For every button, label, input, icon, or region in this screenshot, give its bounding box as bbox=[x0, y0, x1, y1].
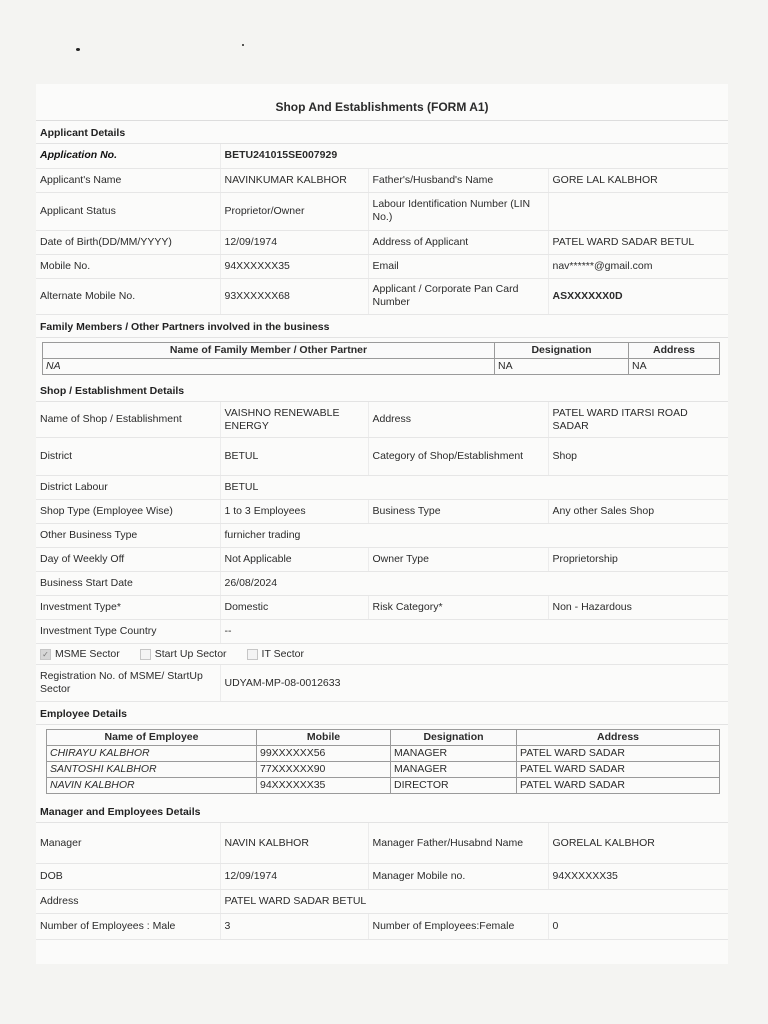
alt-mobile-label: Alternate Mobile No. bbox=[36, 278, 220, 314]
employee-address: PATEL WARD SADAR bbox=[517, 778, 720, 794]
registration-value: UDYAM-MP-08-0012633 bbox=[220, 665, 728, 701]
district-label: District bbox=[36, 438, 220, 476]
employee-header-address: Address bbox=[517, 729, 720, 745]
investment-type-label: Investment Type* bbox=[36, 596, 220, 620]
application-no-value: BETU241015SE007929 bbox=[220, 144, 728, 168]
start-date-value: 26/08/2024 bbox=[220, 572, 728, 596]
msme-sector-checkbox[interactable] bbox=[40, 649, 51, 660]
applicant-address-value: PATEL WARD SADAR BETUL bbox=[548, 230, 728, 254]
investment-type-value: Domestic bbox=[220, 596, 368, 620]
employee-mobile: 77XXXXXX90 bbox=[257, 762, 391, 778]
startup-sector-checkbox[interactable] bbox=[140, 649, 151, 660]
manager-father-label: Manager Father/Husabnd Name bbox=[368, 823, 548, 863]
employee-designation: MANAGER bbox=[391, 745, 517, 761]
family-members-table bbox=[42, 342, 720, 375]
employee-details-table bbox=[46, 729, 720, 795]
registration-label: Registration No. of MSME/ StartUp Sector bbox=[36, 665, 220, 701]
risk-category-value: Non - Hazardous bbox=[548, 596, 728, 620]
applicant-name-label: Applicant's Name bbox=[36, 168, 220, 192]
business-type-label: Business Type bbox=[368, 500, 548, 524]
manager-details-table bbox=[36, 823, 728, 940]
shop-type-label: Shop Type (Employee Wise) bbox=[36, 500, 220, 524]
employee-designation: MANAGER bbox=[391, 762, 517, 778]
weekly-off-value: Not Applicable bbox=[220, 548, 368, 572]
email-label: Email bbox=[368, 254, 548, 278]
shop-details-table bbox=[36, 402, 728, 645]
applicant-status-value: Proprietor/Owner bbox=[220, 192, 368, 230]
it-sector-checkbox[interactable] bbox=[247, 649, 258, 660]
male-employees-label: Number of Employees : Male bbox=[36, 913, 220, 939]
section-manager-details: Manager and Employees Details bbox=[36, 800, 728, 823]
it-sector-label: IT Sector bbox=[261, 648, 304, 661]
lin-value bbox=[548, 192, 728, 230]
employee-header-name: Name of Employee bbox=[47, 729, 257, 745]
owner-type-label: Owner Type bbox=[368, 548, 548, 572]
manager-mobile-label: Manager Mobile no. bbox=[368, 863, 548, 889]
shop-name-label: Name of Shop / Establishment bbox=[36, 402, 220, 438]
scan-speck bbox=[242, 44, 244, 46]
manager-mobile-value: 94XXXXXX35 bbox=[548, 863, 728, 889]
start-date-label: Business Start Date bbox=[36, 572, 220, 596]
shop-name-value: VAISHNO RENEWABLE ENERGY bbox=[220, 402, 368, 438]
pan-value: ASXXXXXX0D bbox=[548, 278, 728, 314]
risk-category-label: Risk Category* bbox=[368, 596, 548, 620]
female-employees-value: 0 bbox=[548, 913, 728, 939]
investment-country-value: -- bbox=[220, 620, 728, 644]
lin-label: Labour Identification Number (LIN No.) bbox=[368, 192, 548, 230]
district-labour-value: BETUL bbox=[220, 476, 728, 500]
applicant-details-table bbox=[36, 144, 728, 315]
other-business-value: furnicher trading bbox=[220, 524, 728, 548]
father-name-value: GORE LAL KALBHOR bbox=[548, 168, 728, 192]
male-employees-value: 3 bbox=[220, 913, 368, 939]
section-shop-details: Shop / Establishment Details bbox=[36, 379, 728, 402]
manager-value: NAVIN KALBHOR bbox=[220, 823, 368, 863]
mobile-value: 94XXXXXX35 bbox=[220, 254, 368, 278]
section-applicant-details: Applicant Details bbox=[36, 121, 728, 144]
employee-name: CHIRAYU KALBHOR bbox=[47, 745, 257, 761]
alt-mobile-value: 93XXXXXX68 bbox=[220, 278, 368, 314]
employee-header-mobile: Mobile bbox=[257, 729, 391, 745]
form-page bbox=[36, 84, 728, 964]
father-name-label: Father's/Husband's Name bbox=[368, 168, 548, 192]
employee-designation: DIRECTOR bbox=[391, 778, 517, 794]
family-cell-designation: NA bbox=[495, 358, 629, 374]
weekly-off-label: Day of Weekly Off bbox=[36, 548, 220, 572]
email-value: nav******@gmail.com bbox=[548, 254, 728, 278]
shop-type-value: 1 to 3 Employees bbox=[220, 500, 368, 524]
manager-address-label: Address bbox=[36, 889, 220, 913]
employee-mobile: 99XXXXXX56 bbox=[257, 745, 391, 761]
table-row bbox=[47, 762, 720, 778]
employee-address: PATEL WARD SADAR bbox=[517, 762, 720, 778]
district-labour-label: District Labour bbox=[36, 476, 220, 500]
family-cell-name: NA bbox=[43, 358, 495, 374]
family-header-name: Name of Family Member / Other Partner bbox=[43, 342, 495, 358]
female-employees-label: Number of Employees:Female bbox=[368, 913, 548, 939]
sector-checkboxes bbox=[36, 644, 728, 665]
investment-country-label: Investment Type Country bbox=[36, 620, 220, 644]
business-type-value: Any other Sales Shop bbox=[548, 500, 728, 524]
other-business-label: Other Business Type bbox=[36, 524, 220, 548]
dob-value: 12/09/1974 bbox=[220, 230, 368, 254]
startup-sector-label: Start Up Sector bbox=[154, 648, 227, 661]
applicant-name-value: NAVINKUMAR KALBHOR bbox=[220, 168, 368, 192]
category-value: Shop bbox=[548, 438, 728, 476]
manager-father-value: GORELAL KALBHOR bbox=[548, 823, 728, 863]
table-row bbox=[43, 358, 720, 374]
shop-address-value: PATEL WARD ITARSI ROAD SADAR bbox=[548, 402, 728, 438]
pan-label: Applicant / Corporate Pan Card Number bbox=[368, 278, 548, 314]
mobile-label: Mobile No. bbox=[36, 254, 220, 278]
district-value: BETUL bbox=[220, 438, 368, 476]
registration-table bbox=[36, 665, 728, 702]
dob-label: Date of Birth(DD/MM/YYYY) bbox=[36, 230, 220, 254]
employee-name: NAVIN KALBHOR bbox=[47, 778, 257, 794]
employee-mobile: 94XXXXXX35 bbox=[257, 778, 391, 794]
family-header-address: Address bbox=[629, 342, 720, 358]
msme-sector-label: MSME Sector bbox=[55, 648, 120, 661]
family-cell-address: NA bbox=[629, 358, 720, 374]
section-employee-details: Employee Details bbox=[36, 702, 728, 725]
table-row bbox=[47, 745, 720, 761]
manager-label: Manager bbox=[36, 823, 220, 863]
section-family-members: Family Members / Other Partners involved in the business bbox=[36, 315, 728, 338]
family-header-designation: Designation bbox=[495, 342, 629, 358]
form-title: Shop And Establishments (FORM A1) bbox=[36, 84, 728, 121]
employee-header-designation: Designation bbox=[391, 729, 517, 745]
manager-dob-label: DOB bbox=[36, 863, 220, 889]
application-no-label: Application No. bbox=[36, 144, 220, 168]
table-row bbox=[47, 778, 720, 794]
owner-type-value: Proprietorship bbox=[548, 548, 728, 572]
scan-speck bbox=[76, 48, 80, 51]
applicant-address-label: Address of Applicant bbox=[368, 230, 548, 254]
applicant-status-label: Applicant Status bbox=[36, 192, 220, 230]
shop-address-label: Address bbox=[368, 402, 548, 438]
manager-address-value: PATEL WARD SADAR BETUL bbox=[220, 889, 728, 913]
employee-name: SANTOSHI KALBHOR bbox=[47, 762, 257, 778]
category-label: Category of Shop/Establishment bbox=[368, 438, 548, 476]
employee-address: PATEL WARD SADAR bbox=[517, 745, 720, 761]
manager-dob-value: 12/09/1974 bbox=[220, 863, 368, 889]
